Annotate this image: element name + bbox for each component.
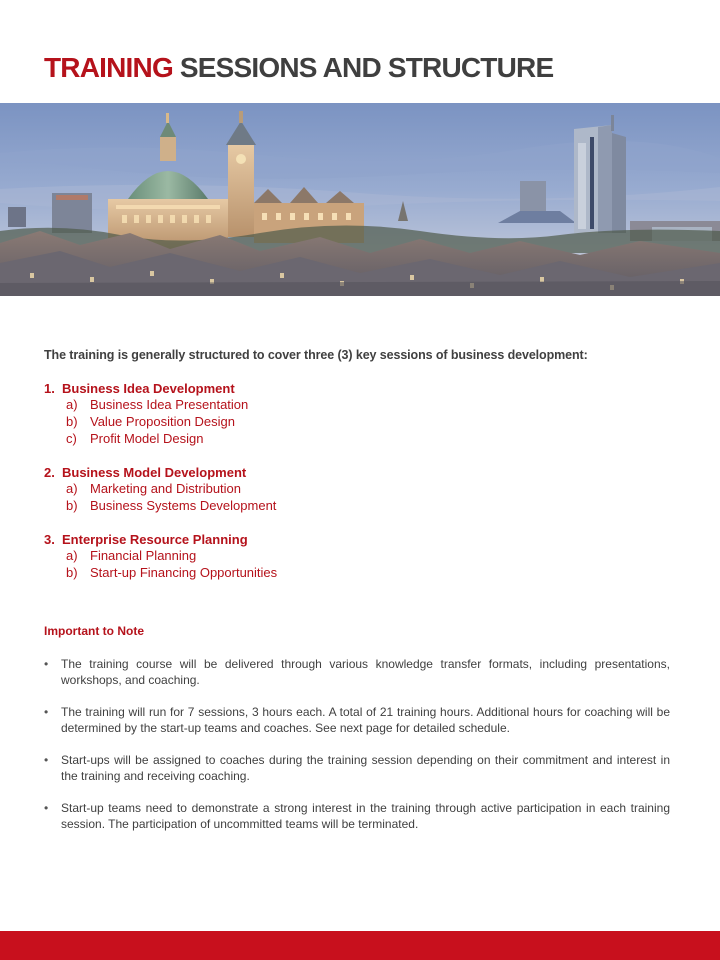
note-text: Start-up teams need to demonstrate a strong interest in the training through active participation in each training session. The participation of uncommitted teams will be terminated. <box>61 801 670 831</box>
topic-item <box>66 498 664 515</box>
session-heading <box>44 531 664 548</box>
topic-item <box>66 414 664 431</box>
topic-letter: b) <box>66 497 78 513</box>
intro-text: The training is generally structured to cover three (3) key sessions of business development: <box>44 348 588 362</box>
session-item <box>44 464 664 515</box>
important-notes-list <box>44 656 670 848</box>
session-item <box>44 380 664 447</box>
session-list <box>44 380 664 598</box>
session-number: 3. <box>44 531 55 547</box>
session-heading <box>44 464 664 481</box>
topic-letter: a) <box>66 480 78 496</box>
page-title <box>44 52 553 84</box>
session-title: Business Model Development <box>62 464 247 480</box>
topic-label: Business Idea Presentation <box>90 397 249 412</box>
note-item <box>44 800 670 832</box>
topic-label: Financial Planning <box>90 547 197 563</box>
topic-letter: a) <box>66 397 78 412</box>
note-item <box>44 752 670 784</box>
session-number: 2. <box>44 464 55 480</box>
session-title: Business Idea Development <box>62 381 235 396</box>
session-topics <box>44 481 664 515</box>
session-item <box>44 531 664 582</box>
topic-label: Profit Model Design <box>90 430 204 446</box>
topic-label: Marketing and Distribution <box>90 480 242 496</box>
topic-letter: b) <box>66 413 78 429</box>
note-text: The training will run for 7 sessions, 3 hours each. A total of 21 training hours. Additional hours for coaching will be determined by the start-up teams and coaches. See next page for detailed schedule. <box>61 705 670 735</box>
session-heading <box>44 380 664 397</box>
city-skyline-image <box>0 103 720 296</box>
session-topics <box>44 397 664 447</box>
topic-item <box>66 431 664 448</box>
topic-letter: b) <box>66 564 78 580</box>
footer-bar <box>0 931 720 960</box>
bullet-icon: • <box>44 657 49 671</box>
topic-item <box>66 397 664 414</box>
session-topics <box>44 548 664 582</box>
topic-label: Start-up Financing Opportunities <box>90 564 278 580</box>
important-note-heading: Important to Note <box>44 624 144 638</box>
title-accent: TRAINING <box>44 52 173 83</box>
topic-item <box>66 481 664 498</box>
bullet-icon: • <box>44 801 49 815</box>
note-item <box>44 704 670 736</box>
bullet-icon: • <box>44 753 49 767</box>
topic-item <box>66 548 664 565</box>
session-number: 1. <box>44 381 55 396</box>
topic-letter: c) <box>66 430 77 446</box>
note-text: Start-ups will be assigned to coaches during the training session depending on their commitment and interest in the training and receiving coaching. <box>61 753 670 783</box>
city-skyline-banner <box>0 103 720 296</box>
topic-letter: a) <box>66 547 78 563</box>
note-text: The training course will be delivered through various knowledge transfer formats, including presentations, workshops, and coaching. <box>61 657 670 687</box>
topic-item <box>66 565 664 582</box>
note-item <box>44 656 670 688</box>
topic-label: Value Proposition Design <box>90 413 236 429</box>
title-rest: SESSIONS AND STRUCTURE <box>179 52 554 83</box>
bullet-icon: • <box>44 705 49 719</box>
topic-label: Business Systems Development <box>90 497 277 513</box>
session-title: Enterprise Resource Planning <box>62 531 248 547</box>
